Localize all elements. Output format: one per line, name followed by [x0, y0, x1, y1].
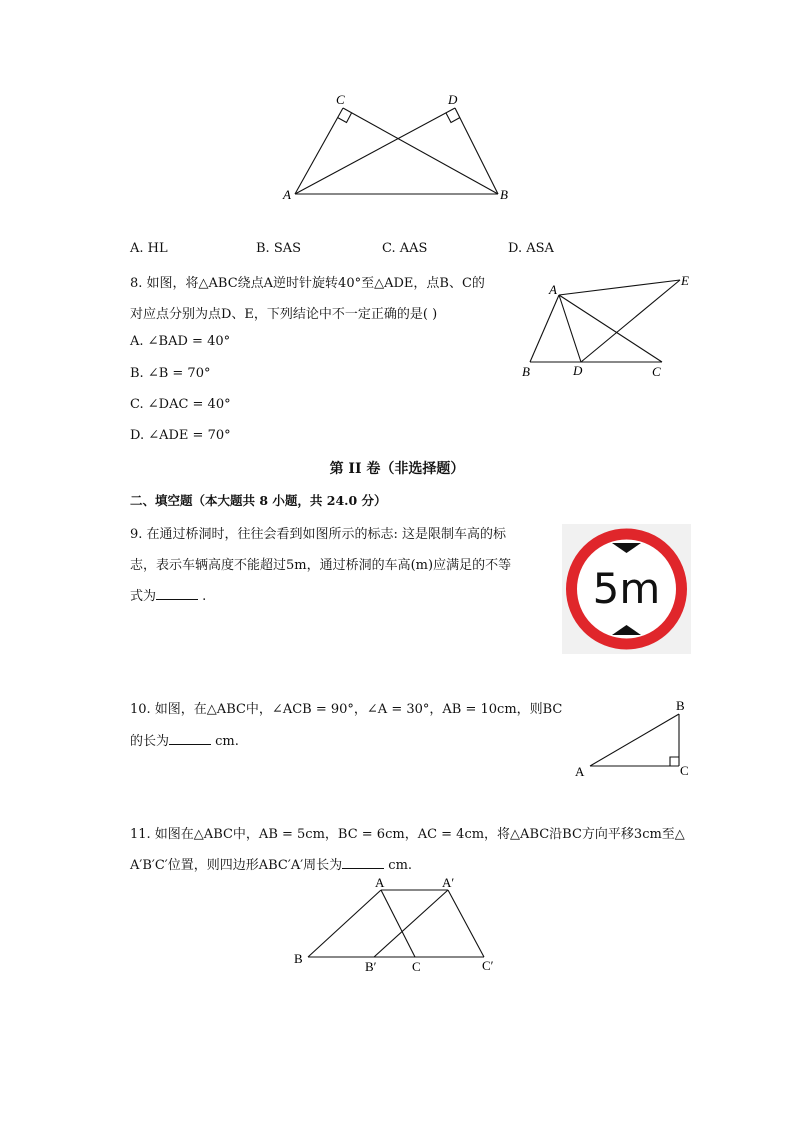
q9-answer-blank[interactable] [156, 587, 198, 600]
part2-title: 第 II 卷（非选择题） [329, 461, 465, 477]
q11-figure [290, 870, 505, 980]
section-2-header: 二、填空题（本大题共 8 小题，共 24.0 分） [130, 493, 387, 508]
q8-option-a[interactable]: A. ∠BAD = 40° [130, 334, 231, 349]
q9-height-limit-sign [562, 524, 691, 654]
q7-option-d[interactable]: D. ASA [508, 241, 554, 256]
q7-label-b: B [500, 187, 508, 202]
q11-label-c: C [412, 959, 421, 974]
q8-option-b[interactable]: B. ∠B = 70° [130, 366, 211, 381]
q7-label-a: A [283, 187, 291, 202]
q8-line-2: 对应点分别为点D、E，下列结论中不一定正确的是( ) [130, 307, 438, 322]
q7-option-a[interactable]: A. HL [130, 241, 168, 256]
q11-label-b-prime: B′ [365, 959, 377, 974]
q10-answer-blank[interactable] [169, 732, 211, 745]
q11-label-c-prime: C′ [482, 958, 494, 973]
q11-label-a: A [375, 875, 385, 890]
q10-line-1: 10. 如图，在△ABC中，∠ACB = 90°，∠A = 30°，AB = 10cm，则BC [130, 702, 563, 717]
q8-figure [515, 268, 700, 383]
q7-figure [280, 90, 520, 205]
q8-line-1: 8. 如图，将△ABC绕点A逆时针旋转40°至△ADE，点B、C的 [130, 276, 485, 291]
q7-option-c[interactable]: C. AAS [382, 241, 428, 256]
q10-label-b: B [676, 698, 685, 713]
q11-answer-blank[interactable] [342, 856, 384, 869]
q7-option-b[interactable]: B. SAS [256, 241, 302, 256]
q11-label-b: B [294, 951, 303, 966]
q9-line-1: 9. 在通过桥洞时，往往会看到如图所示的标志: 这是限制车高的标 [130, 527, 507, 542]
q10-line-2-suffix: cm. [211, 734, 239, 749]
q11-line-1: 11. 如图在△ABC中，AB = 5cm，BC = 6cm，AC = 4cm，将△ABC沿BC方向平移3cm至△ [130, 827, 685, 842]
q8-label-d: D [573, 363, 583, 378]
q8-label-e: E [681, 273, 689, 288]
q8-label-b: B [522, 364, 530, 379]
q9-line-2: 志，表示车辆高度不能超过5m，通过桥洞的车高(m)应满足的不等 [130, 558, 512, 573]
q10-line-2-prefix: 的长为 [130, 734, 170, 749]
q10-figure [570, 696, 695, 786]
q8-option-c[interactable]: C. ∠DAC = 40° [130, 397, 231, 412]
q10-line-2 [130, 730, 239, 749]
q8-label-a: A [549, 282, 557, 297]
q11-line-2-prefix: A′B′C′位置，则四边形ABC′A′周长为 [130, 858, 343, 873]
q9-line-3-prefix: 式为 [130, 589, 157, 604]
q7-label-d: D [448, 92, 458, 107]
q9-line-3-suffix: . [198, 589, 207, 604]
q9-sign-text: 5m [592, 564, 661, 613]
q7-label-c: C [336, 92, 345, 107]
q10-label-a: A [575, 764, 585, 779]
q11-label-a-prime: A′ [442, 875, 455, 890]
q8-option-d[interactable]: D. ∠ADE = 70° [130, 428, 231, 443]
q9-line-3 [130, 585, 206, 604]
q11-line-2-suffix: cm. [384, 858, 413, 873]
q8-label-c: C [652, 364, 661, 379]
q10-label-c: C [680, 763, 689, 778]
